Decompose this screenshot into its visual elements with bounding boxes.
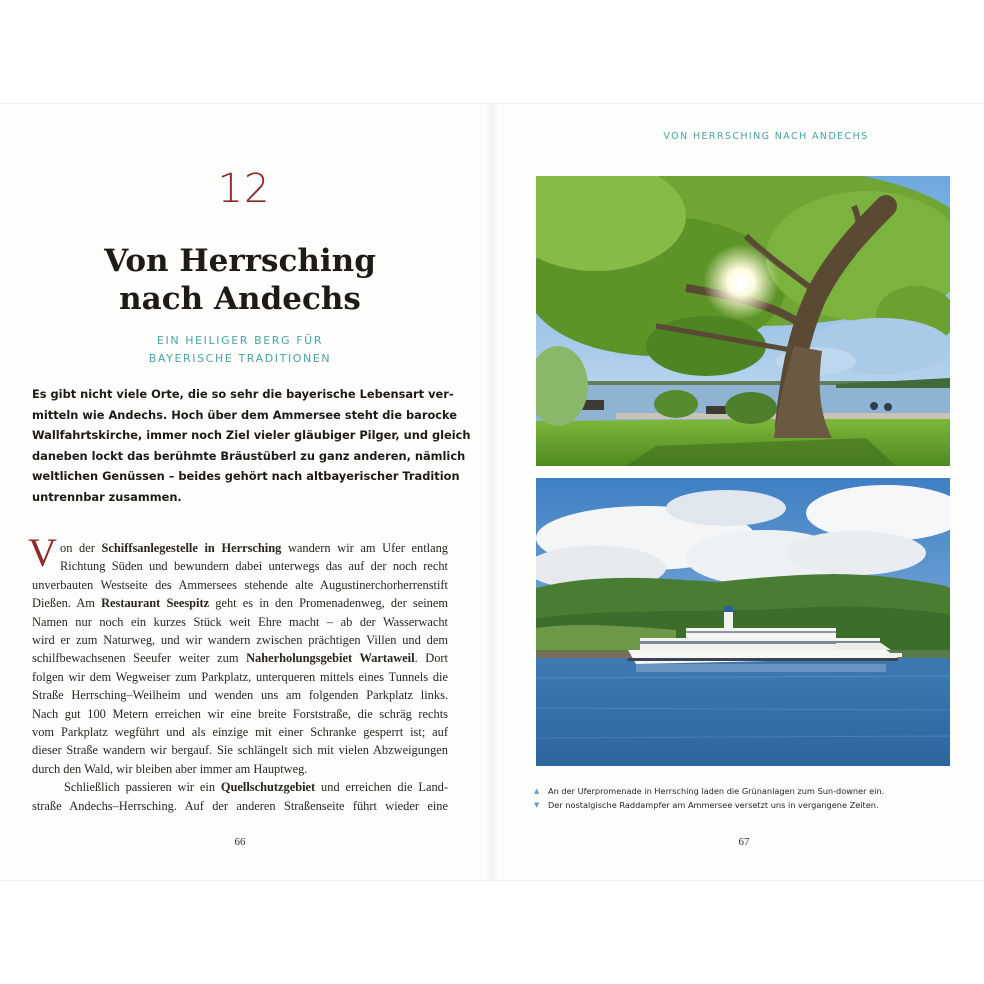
body-line: durch den Wald, wir bleiben aber immer am Hauptweg.: [32, 761, 308, 776]
intro-line: mitteln wie Andechs. Hoch über dem Ammersee steht die barocke: [32, 407, 458, 422]
left-page: [0, 104, 488, 880]
body-highlight: Quellschutzgebiet: [220, 780, 316, 795]
page-number-left: 66: [234, 836, 246, 848]
subtitle-line: EIN HEILIGER BERG FÜR: [156, 334, 324, 347]
running-head: VON HERRSCHING NACH ANDECHS: [663, 131, 869, 142]
right-page: [496, 104, 984, 880]
chapter-title-line: Von Herrsching: [104, 243, 376, 279]
body-line: straße Andechs–Herrsching. Auf der anderen Straßenseite führt wieder eine: [32, 798, 448, 813]
caption-down-triangle-icon: ▼: [534, 801, 540, 809]
body-line: vom Parkplatz wegführt und als einzige mit einer Schranke gesperrt ist; auf: [32, 725, 448, 740]
body-text-run: . Dort: [414, 651, 448, 666]
chapter-title-line: nach Andechs: [119, 281, 361, 317]
chapter-number: 12: [217, 166, 271, 212]
photo-paddle-steamer: [536, 478, 950, 766]
caption-top: [534, 784, 964, 798]
body-line: dieser Straße wandern wir bergauf. Sie schlängelt sich mit vielen Abzweigungen: [32, 743, 448, 758]
page-number-right: 67: [738, 836, 750, 848]
body-line: Nach gut 100 Metern erreichen wir eine breite Forststraße, die schräg rechts: [32, 706, 448, 721]
body-text-run: Schließlich passieren wir ein: [64, 780, 221, 795]
intro-paragraph: [32, 384, 471, 507]
body-line: [32, 778, 448, 796]
drop-cap: V: [28, 530, 57, 575]
caption-text: An der Uferpromenade in Herrsching laden die Grünanlagen zum Sun-downer ein.: [548, 786, 885, 796]
body-line: folgen wir dem Wegweiser zum Parkplatz, unterqueren mittels eines Tunnels die: [32, 669, 448, 684]
body-text-run: on der: [60, 541, 102, 555]
subtitle-line: BAYERISCHE TRADITIONEN: [148, 352, 332, 365]
body-line: [32, 649, 448, 667]
intro-line: untrennbar zusammen.: [32, 489, 182, 504]
body-highlight: Restaurant Seespitz: [101, 596, 210, 611]
photo-lakeside-tree-image: [536, 176, 950, 466]
body-text-run: und erreichen die Land-: [315, 780, 448, 795]
body-line: Namen nur noch ein kurzes Stück weit Ehre macht – ab der Wasserwacht: [32, 614, 448, 629]
chapter-subtitle: [40, 332, 440, 368]
body-highlight: Naherholungsgebiet Wartaweil: [246, 651, 415, 666]
body-text-run: geht es in den Promenadenweg, der seinem: [209, 596, 448, 611]
intro-line: Wallfahrtskirche, immer noch Ziel vieler gläubiger Pilger, und gleich: [32, 428, 471, 442]
body-text-run: wandern wir am Ufer entlang: [281, 541, 448, 555]
caption-text: Der nostalgische Raddampfer am Ammersee versetzt uns in vergangene Zeiten.: [548, 800, 879, 810]
body-line: unverbauten Westseite des Ammersees stehende alte Augustinerchorherrenstift: [32, 577, 448, 592]
photo-captions: [534, 784, 964, 812]
chapter-title: [30, 242, 450, 318]
body-line: Straße Herrsching–Weilheim und wenden uns am folgenden Parkplatz links.: [32, 688, 448, 703]
body-line: Richtung Süden und bewundern dabei unterwegs das auf der noch recht: [60, 559, 448, 574]
caption-up-triangle-icon: ▲: [534, 787, 540, 795]
body-text: [28, 530, 448, 815]
body-highlight: Schiffsanlegestelle in Herrsching: [101, 541, 282, 555]
body-text-run: Dießen. Am: [32, 596, 102, 611]
body-line: wird er zum Naturweg, und wir wandern zwischen prächtigen Villen und dem: [32, 633, 448, 648]
caption-bottom: [534, 798, 964, 812]
intro-line: daneben lockt das berühmte Bräustüberl zu ganz anderen, nämlich: [32, 448, 466, 463]
intro-line: Es gibt nicht viele Orte, die so sehr die bayerische Lebensart ver-: [32, 387, 454, 401]
photo-paddle-steamer-image: [536, 478, 950, 766]
photo-lakeside-tree: [536, 176, 950, 466]
book-spread: [0, 104, 984, 880]
intro-line: weltlichen Genüssen – beides gehört nach altbayerischer Tradition: [32, 469, 460, 483]
body-line: [32, 594, 448, 612]
body-text-run: schilfbewachsenen Seeufer weiter zum: [32, 651, 247, 666]
